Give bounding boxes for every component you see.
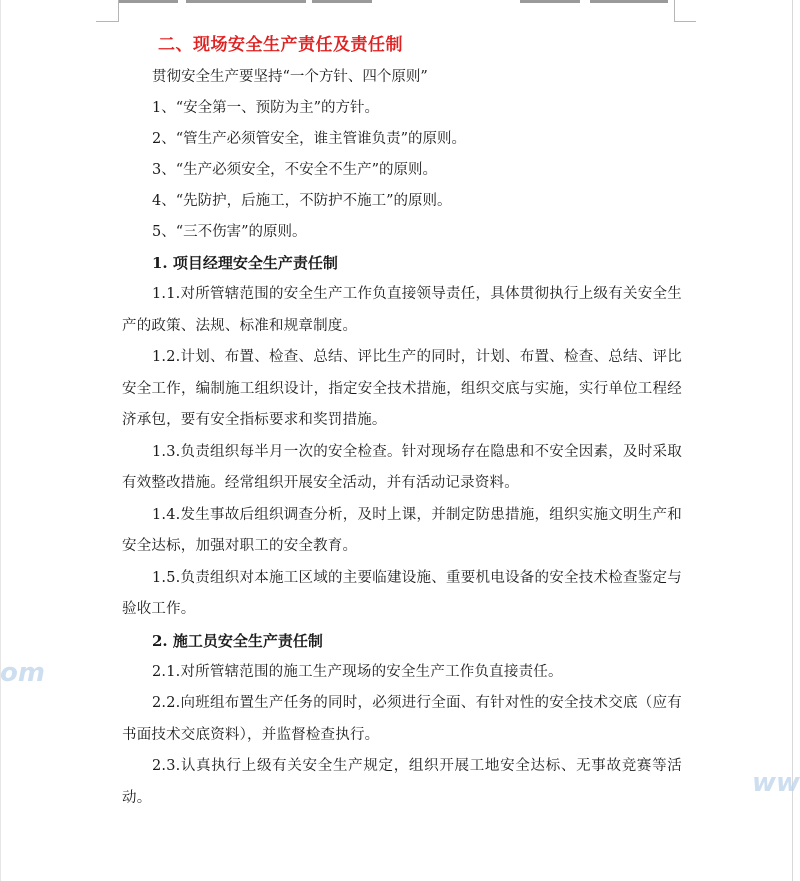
margin-corner-tick-left [96,21,118,22]
margin-corner-tick-right [674,21,696,22]
page-edge-right [792,0,793,881]
principle-item: 3、“生产必须安全，不安全不生产”的原则。 [152,162,438,178]
margin-corner-mark-right [674,0,675,22]
subsection-title: 2. 施工员安全生产责任制 [152,631,323,650]
responsibility-item: 1.4.发生事故后组织调查分析，及时上课，并制定防患措施，组织实施文明生产和安全达标，加强对职工的安全教育。 [122,506,682,554]
responsibility-item: 2.2.向班组布置生产任务的同时，必须进行全面、有针对性的安全技术交底（应有书面技术交底资料），并监督检查执行。 [122,695,682,743]
responsibility-item: 1.3.负责组织每半月一次的安全检查。针对现场存在隐患和不安全因素，及时采取有效整改措施。经常组织开展安全活动，并有活动记录资料。 [122,443,682,491]
subsection-title: 1. 项目经理安全生产责任制 [152,254,338,272]
responsibility-item: 1.1.对所管辖范围的安全生产工作负直接领导责任，具体贯彻执行上级有关安全生产的政策、法规、标准和规章制度。 [122,286,682,334]
principle-item: 1、“安全第一、预防为主”的方针。 [152,100,380,116]
responsibility-item: 2.3.认真执行上级有关安全生产规定，组织开展工地安全达标、无事故竞赛等活动。 [122,758,682,806]
principle-item: 2、“管生产必须管安全，谁主管谁负责”的原则。 [152,131,467,147]
responsibility-item: 2.1.对所管辖范围的施工生产现场的安全生产工作负直接责任。 [152,663,563,680]
document-body [122,30,682,814]
principle-item: 4、“先防护，后施工，不防护不施工”的原则。 [152,193,452,209]
intro-line: 贯彻安全生产要坚持“一个方针、四个原则” [152,69,428,85]
responsibility-item: 1.5.负责组织对本施工区域的主要临建设施、重要机电设备的安全技术检查鉴定与验收工作。 [122,569,682,617]
watermark-right: ww [752,768,800,798]
responsibility-item: 1.2.计划、布置、检查、总结、评比生产的同时，计划、布置、检查、总结、评比安全工作，编制施工组织设计，指定安全技术措施，组织交底与实施，实行单位工程经济承包，要有安全指标要求和奖罚措施。 [122,349,682,428]
margin-corner-mark-left [118,0,119,22]
watermark-left: om [0,658,45,688]
page-edge-left [0,0,1,881]
section-title: 二、现场安全生产责任及责任制 [158,35,403,55]
principle-item: 5、“三不伤害”的原则。 [152,224,307,240]
